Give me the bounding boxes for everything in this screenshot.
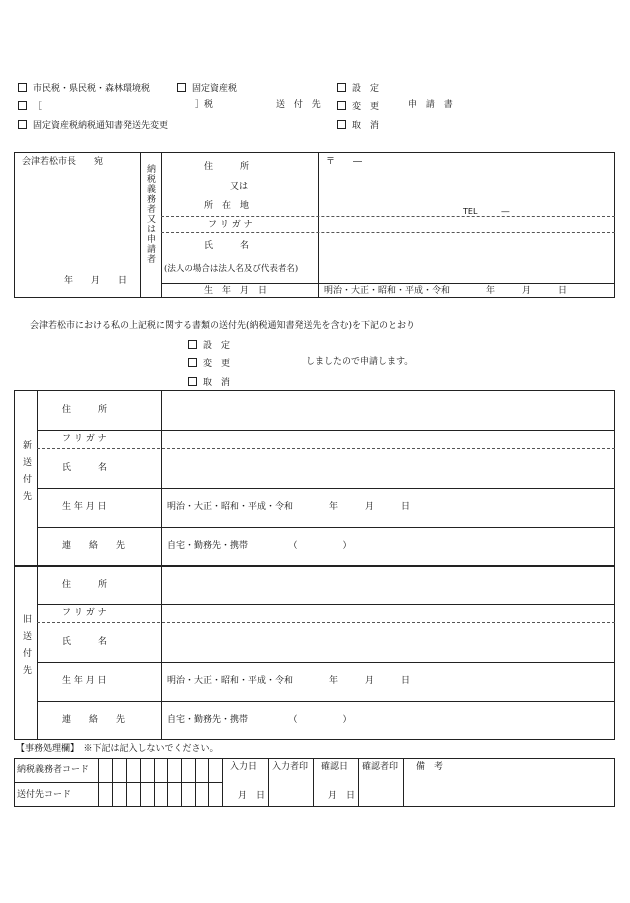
old-contact-label: 連 絡 先 xyxy=(62,715,126,725)
checkbox[interactable] xyxy=(177,83,186,92)
input-month-day: 月 日 xyxy=(238,791,266,801)
application-title: 申 請 書 xyxy=(408,100,456,110)
option-fixed-asset[interactable]: 固定資産税 xyxy=(177,83,237,94)
send-label: 送 付 先 xyxy=(276,100,324,110)
statement-setting[interactable]: 設 定 xyxy=(188,340,230,351)
option-setting[interactable]: 設 定 xyxy=(337,83,379,94)
new-name-label: 氏 名 xyxy=(62,463,108,473)
option-tax-line[interactable]: 市民税・県民税・森林環境税 xyxy=(18,83,150,94)
new-address-label: 住 所 xyxy=(62,405,108,415)
statement-change[interactable]: 変 更 xyxy=(188,358,230,369)
old-dest-table xyxy=(14,566,615,740)
tel-field[interactable]: TEL ― xyxy=(463,207,510,216)
location-label: 所 在 地 xyxy=(204,201,250,211)
option-other-tax[interactable]: ［ xyxy=(18,101,42,112)
other-tax-suffix: ］税 xyxy=(195,100,214,110)
new-birth-value[interactable]: 明治・大正・昭和・平成・令和 年 月 日 xyxy=(167,502,411,512)
office-header: 【事務処理欄】 ※下記は記入しないでください。 xyxy=(16,744,219,754)
checkbox[interactable] xyxy=(18,120,27,129)
confirm-seal-label: 確認者印 xyxy=(362,762,399,772)
birth-label: 生 年 月 日 xyxy=(204,286,268,296)
input-seal-label: 入力者印 xyxy=(272,762,309,772)
new-furigana-label: フ リ ガ ナ xyxy=(62,434,107,444)
old-birth-label: 生 年 月 日 xyxy=(62,676,107,686)
postal-code-field[interactable]: 〒 ― xyxy=(326,157,363,167)
dest-code-label: 送付先コード xyxy=(17,790,72,800)
new-dest-side-label: 新送付先 xyxy=(21,440,31,508)
option-notice-change[interactable]: 固定資産税納税通知書発送先変更 xyxy=(18,120,168,131)
statement-suffix: しましたので申請します。 xyxy=(306,357,414,367)
old-name-label: 氏 名 xyxy=(62,637,108,647)
input-date-label: 入力日 xyxy=(230,762,258,772)
checkbox[interactable] xyxy=(337,83,346,92)
applicant-side-label: 納税義務者又は申請者 xyxy=(145,164,155,264)
old-birth-value[interactable]: 明治・大正・昭和・平成・令和 年 月 日 xyxy=(167,676,411,686)
new-birth-label: 生 年 月 日 xyxy=(62,502,107,512)
or-label: 又は xyxy=(230,182,249,192)
remarks-label: 備 考 xyxy=(416,762,444,772)
address-label: 住 所 xyxy=(204,162,250,172)
checkbox[interactable] xyxy=(18,83,27,92)
taxpayer-code-label: 納税義務者コード xyxy=(17,765,90,775)
old-address-label: 住 所 xyxy=(62,580,108,590)
statement-cancel[interactable]: 取 消 xyxy=(188,377,230,388)
option-change[interactable]: 変 更 xyxy=(337,101,379,112)
birth-value[interactable]: 明治・大正・昭和・平成・令和 年 月 日 xyxy=(324,286,568,296)
name-label: 氏 名 xyxy=(204,241,250,251)
old-furigana-label: フ リ ガ ナ xyxy=(62,608,107,618)
checkbox[interactable] xyxy=(188,358,197,367)
new-contact-label: 連 絡 先 xyxy=(62,541,126,551)
checkbox[interactable] xyxy=(188,377,197,386)
checkbox[interactable] xyxy=(18,101,27,110)
option-cancel[interactable]: 取 消 xyxy=(337,120,379,131)
old-contact-value[interactable]: 自宅・勤務先・携帯 （ ） xyxy=(167,715,352,725)
furigana-label: フ リ ガ ナ xyxy=(208,220,253,230)
old-dest-side-label: 旧送付先 xyxy=(21,614,31,682)
checkbox[interactable] xyxy=(337,120,346,129)
addressee: 会津若松市長 宛 xyxy=(22,157,104,167)
statement-text: 会津若松市における私の上記税に関する書類の送付先(納税通知書発送先を含む)を下記のとおり xyxy=(30,321,416,331)
new-dest-table xyxy=(14,390,615,566)
application-date[interactable]: 年 月 日 xyxy=(64,276,128,286)
new-contact-value[interactable]: 自宅・勤務先・携帯 （ ） xyxy=(167,541,352,551)
checkbox[interactable] xyxy=(188,340,197,349)
name-note: (法人の場合は法人名及び代表者名) xyxy=(164,264,299,274)
checkbox[interactable] xyxy=(337,101,346,110)
confirm-date-label: 確認日 xyxy=(321,762,349,772)
confirm-month-day: 月 日 xyxy=(328,791,356,801)
